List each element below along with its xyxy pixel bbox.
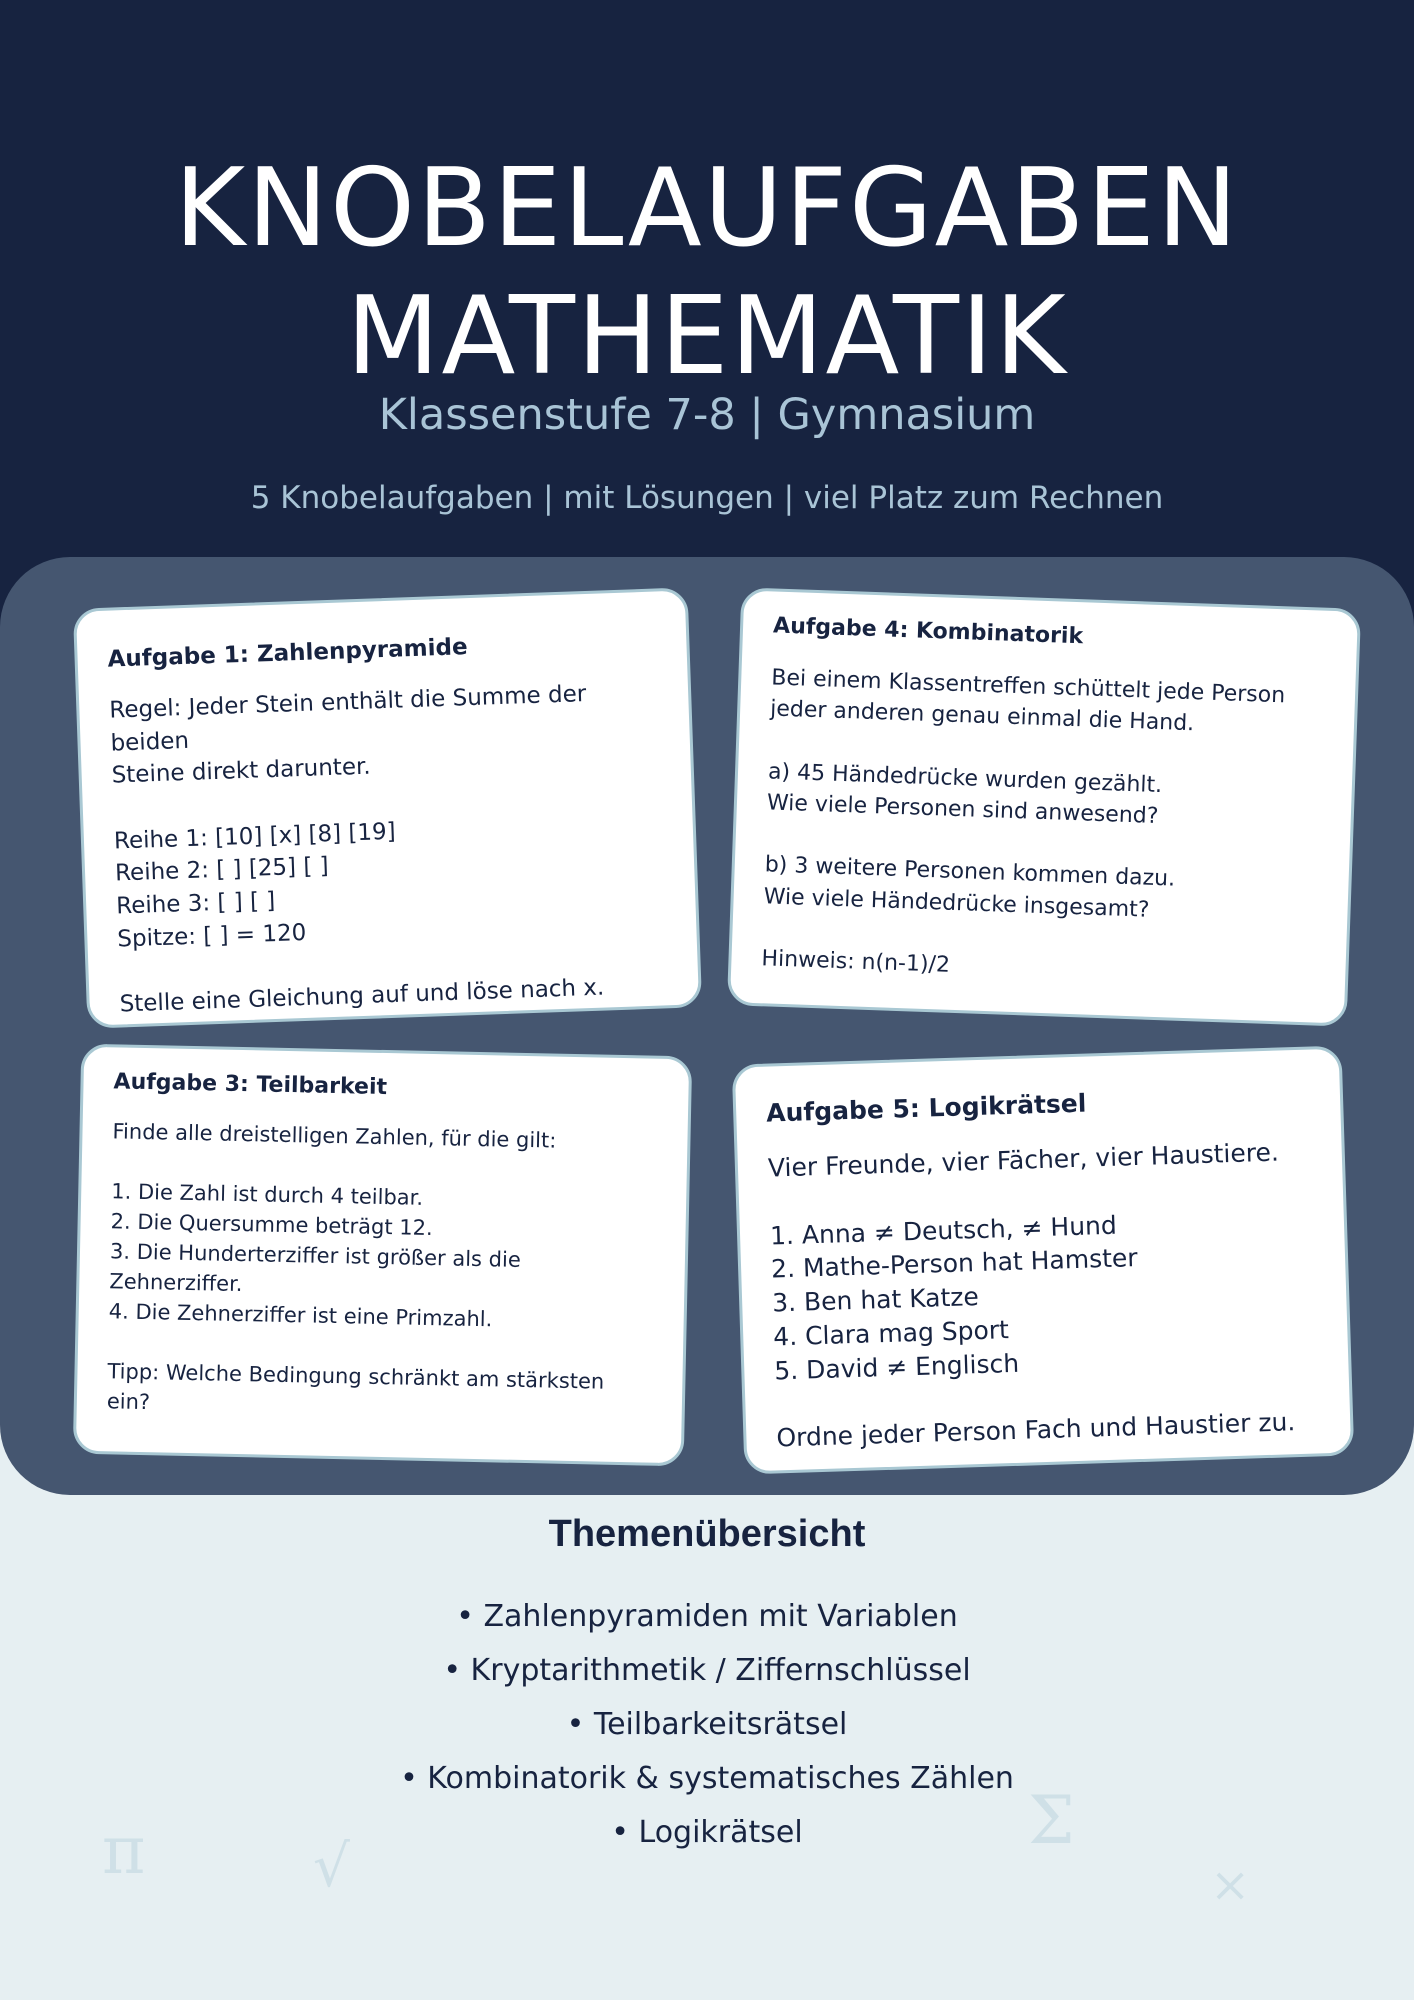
task-card-5 xyxy=(732,1046,1355,1475)
theme-item: • Teilbarkeitsrätsel xyxy=(566,1707,848,1742)
title-line-2: MATHEMATIK xyxy=(346,274,1068,399)
task-5-title: Aufgabe 5: Logikrätsel xyxy=(765,1088,1087,1128)
task-card-1 xyxy=(73,587,702,1028)
theme-item: • Kombinatorik & systematisches Zählen xyxy=(400,1761,1014,1796)
title-line-1: KNOBELAUFGABEN xyxy=(174,146,1240,271)
themes-heading: Themenübersicht xyxy=(548,1513,866,1555)
theme-item: • Logikrätsel xyxy=(611,1815,803,1850)
subtitle: Klassenstufe 7-8 | Gymnasium xyxy=(378,390,1036,440)
task-card-4 xyxy=(727,587,1361,1026)
task-4-body: Bei einem Klassentreffen schüttelt jede Person jeder anderen genau einmal die Hand. a) 45 Händedrücke wurden gezählt. Wie viele Personen sind anwesend? b) 3 weitere Personen kommen dazu. Wie viele Händedrücke insgesamt? Hinweis: n(n-1)/2 xyxy=(761,665,1286,978)
square-root-symbol-icon: √ xyxy=(313,1832,350,1900)
tagline: 5 Knobelaufgaben | mit Lösungen | viel Platz zum Rechnen xyxy=(250,480,1164,516)
task-4-title: Aufgabe 4: Kombinatorik xyxy=(772,613,1084,650)
theme-item: • Kryptarithmetik / Ziffernschlüssel xyxy=(443,1653,971,1688)
task-1-title: Aufgabe 1: Zahlenpyramide xyxy=(107,634,468,673)
sigma-symbol-icon: Σ xyxy=(1028,1782,1075,1859)
multiply-symbol-icon: × xyxy=(1210,1857,1251,1913)
header-banner xyxy=(0,0,1414,640)
task-3-title: Aufgabe 3: Teilbarkeit xyxy=(113,1069,388,1101)
theme-item: • Zahlenpyramiden mit Variablen xyxy=(456,1599,958,1634)
pi-symbol-icon: π xyxy=(102,1812,146,1889)
themes-list xyxy=(0,1590,1414,1860)
task-5-body: Vier Freunde, vier Fächer, vier Haustiere. 1. Anna ≠ Deutsch, ≠ Hund 2. Mathe-Person hat Hamster 3. Ben hat Katze 4. Clara mag Sport 5. David ≠ Englisch Ordne jeder Person Fach und Haustier zu. xyxy=(767,1137,1296,1453)
task-1-body: Regel: Jeder Stein enthält die Summe der beiden Steine direkt darunter. Reihe 1: [10] [x] [8] [19] Reihe 2: [ ] [25] [ ] Reihe 3: [ ] [ ] Spitze: [ ] = 120 Stelle eine Gleichung auf und löse nach x. xyxy=(108,681,605,1018)
task-3-body: Finde alle dreistelligen Zahlen, für die gilt: 1. Die Zahl ist durch 4 teilbar. 2. Die Quersumme beträgt 12. 3. Die Hunderterziffer ist größer als die Zehnerziffer. 4. Die Zehnerziffer ist eine Primzahl. Tipp: Welche Bedingung schränkt am stärksten ein? xyxy=(106,1119,605,1415)
task-card-3 xyxy=(73,1044,692,1467)
